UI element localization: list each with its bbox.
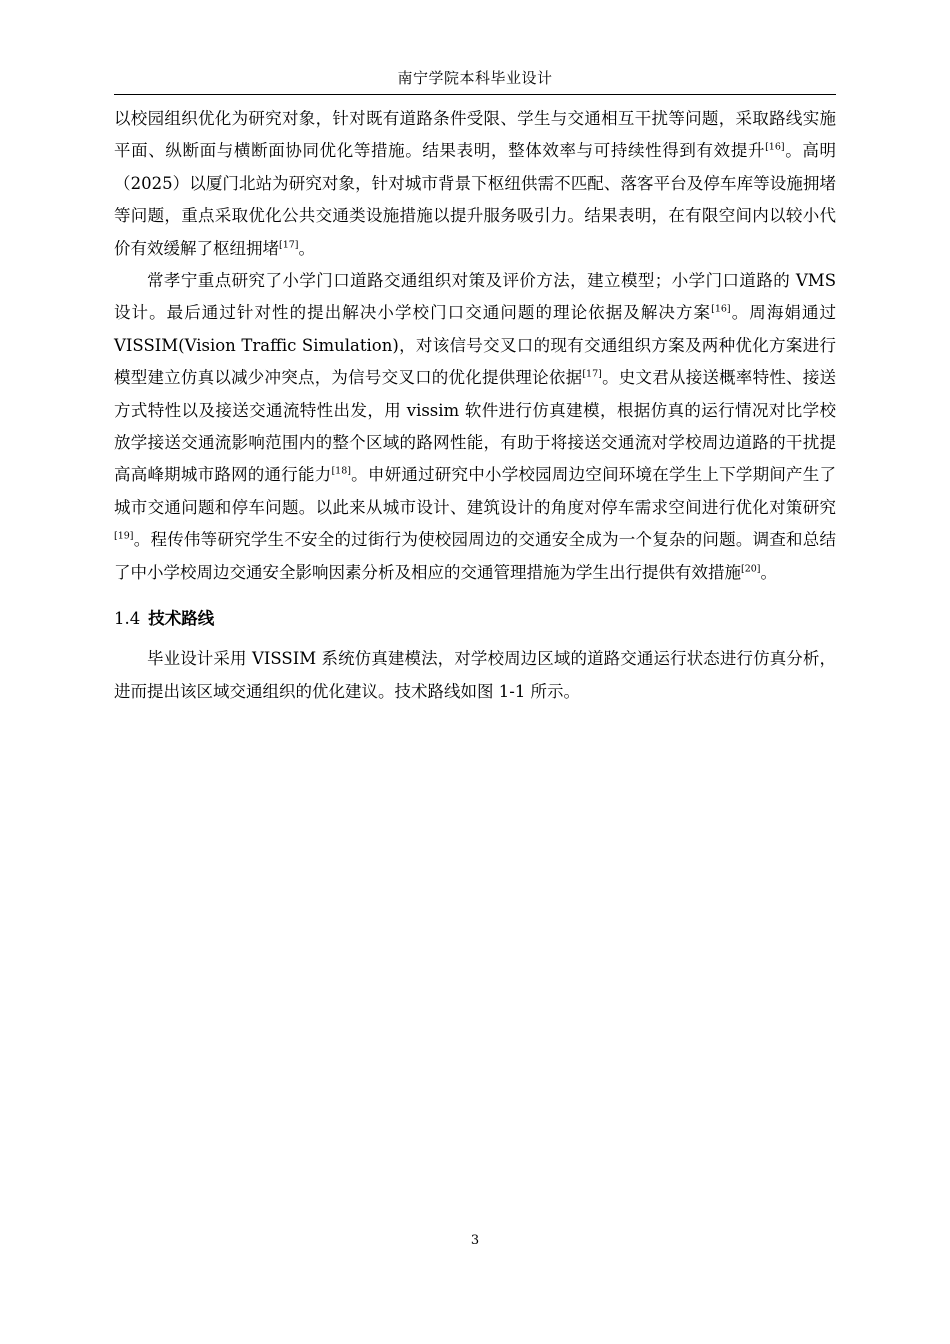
citation-ref[interactable]: [16]	[711, 303, 731, 315]
paragraph-text: 。程传伟等研究学生不安全的过街行为使校园周边的交通安全成为一个复杂的问题。调查和总结了中小学校周边交通安全影响因素分析及相应的交通管理措施为学生出行提供有效措施	[114, 530, 836, 582]
citation-ref[interactable]: [17]	[582, 368, 602, 380]
citation-ref[interactable]: [17]	[279, 239, 299, 251]
paragraph-text: 常孝宁重点研究了小学门口道路交通组织对策及评价方法，建立模型；小学门口道路的 VMS 设计。最后通过针对性的提出解决小学校门口交通问题的理论依据及解决方案	[114, 271, 836, 323]
paragraph-text: 。	[760, 562, 778, 582]
paragraph-text: 以校园组织优化为研究对象，针对既有道路条件受限、学生与交通相互干扰等问题，采取路线实施平面、纵断面与横断面协同优化等措施。结果表明，整体效率与可持续性得到有效提升	[114, 109, 836, 161]
paragraph-text: 。史文君从接送概率特性、接送方式特性以及接送交通流特性出发，用 vissim 软件进行仿真建模，根据仿真的运行情况对比学校放学接送交通流影响范围内的整个区域的路网性能，有助于将接送交通流对学校周边道路的干扰提高高峰期城市路网的通行能力	[114, 368, 837, 485]
citation-ref[interactable]: [16]	[765, 141, 785, 153]
citation-ref[interactable]: [18]	[331, 465, 351, 477]
paragraph-1	[114, 103, 836, 265]
paragraph-2	[114, 265, 836, 589]
paragraph-text: 。	[298, 238, 316, 258]
paragraph-text: 。周海娟通过 VISSIM(Vision Traffic Simulation)，对该信号交叉口的现有交通组织方案及两种优化方案进行模型建立仿真以减少冲突点，为信号交叉口的优化提供理论依据	[114, 303, 837, 388]
header-title: 南宁学院本科毕业设计	[397, 69, 553, 87]
citation-ref[interactable]: [20]	[741, 563, 761, 575]
paragraph-3	[114, 643, 836, 708]
section-heading	[114, 603, 836, 635]
paragraph-text: 。高明（2025）以厦门北站为研究对象，针对城市背景下枢纽供需不匹配、落客平台及停车库等设施拥堵等问题，重点采取优化公共交通类设施措施以提升服务吸引力。结果表明，在有限空间内以较小代价有效缓解了枢纽拥堵	[114, 141, 837, 258]
section-title: 技术路线	[148, 609, 215, 629]
section-number: 1.4	[114, 609, 141, 629]
page-header	[114, 66, 836, 95]
page-number: 3	[470, 1233, 480, 1248]
citation-ref[interactable]: [19]	[114, 530, 134, 542]
document-body	[114, 103, 836, 708]
paragraph-text: 。申妍通过研究中小学校园周边空间环境在学生上下学期间产生了城市交通问题和停车问题。以此来从城市设计、建筑设计的角度对停车需求空间进行优化对策研究	[114, 465, 837, 517]
paragraph-text: 毕业设计采用 VISSIM 系统仿真建模法，对学校周边区域的道路交通运行状态进行仿真分析，进而提出该区域交通组织的优化建议。技术路线如图 1-1 所示。	[114, 649, 836, 701]
